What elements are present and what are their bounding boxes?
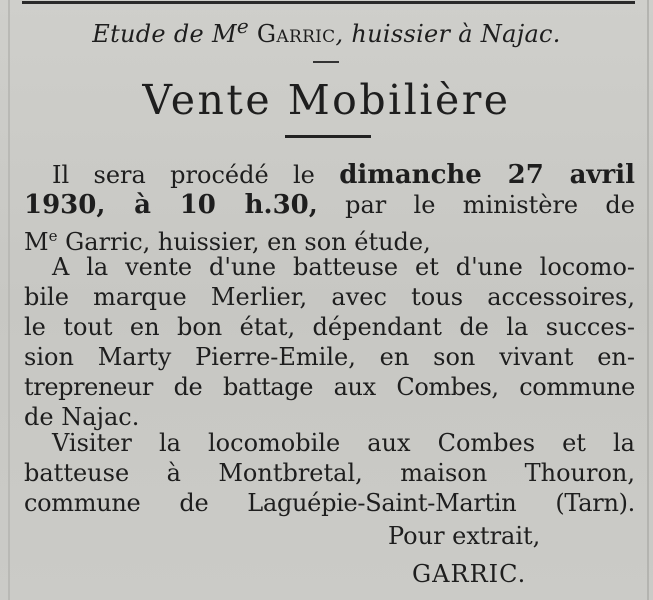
body-line-10: Visiter la locomobile aux Combes et la xyxy=(52,429,635,457)
header-prefix: Etude de M xyxy=(92,20,237,48)
body-line-12: commune de Laguépie-Saint-Martin (Tarn). xyxy=(24,489,635,517)
top-rule xyxy=(22,1,635,4)
body-line-1: Il sera procédé le dimanche 27 avril xyxy=(52,160,635,190)
body-line-4: A la vente d'une batteuse et d'une locomo- xyxy=(52,253,635,281)
body-line-7: sion Marty Pierre-Emile, en son vivant en- xyxy=(24,343,635,371)
notary-header xyxy=(0,14,653,48)
header-suffix: , huissier à Najac. xyxy=(335,20,561,48)
signoff-extract: Pour extrait, xyxy=(388,522,541,550)
body-line-2: 1930, à 10 h.30, par le ministère de xyxy=(24,190,635,220)
body-line-9: de Najac. xyxy=(24,403,140,431)
header-superscript: e xyxy=(236,14,249,38)
header-dash xyxy=(313,61,339,63)
body-line-6: le tout en bon état, dépendant de la succes- xyxy=(24,313,635,341)
signoff-signature: GARRIC. xyxy=(412,560,527,588)
header-name: Garric xyxy=(256,20,336,48)
body-line-8: trepreneur de battage aux Combes, commune xyxy=(24,373,635,401)
title-underline xyxy=(285,135,371,138)
notice-title: Vente Mobilière xyxy=(142,76,511,124)
body-line-5: bile marque Merlier, avec tous accessoires, xyxy=(24,283,635,311)
body-line-3: Me Garric, huissier, en son étude, xyxy=(24,227,431,256)
body-line-11: batteuse à Montbretal, maison Thouron, xyxy=(24,459,635,487)
